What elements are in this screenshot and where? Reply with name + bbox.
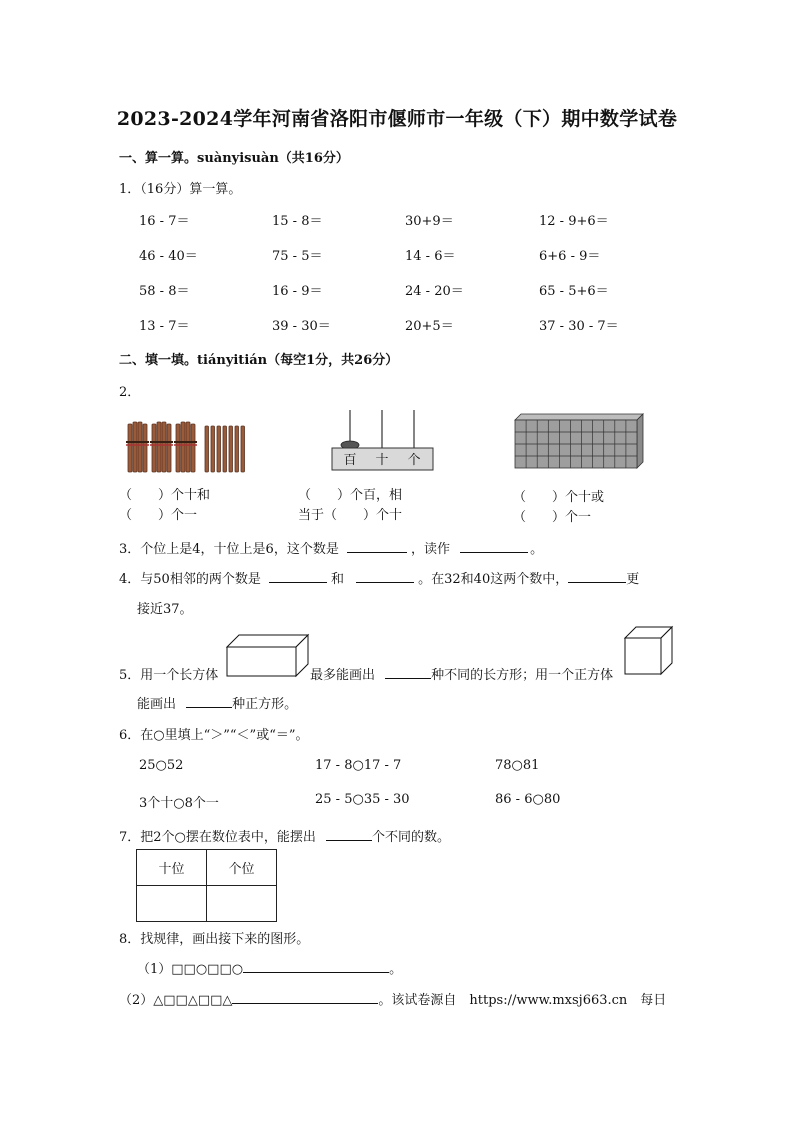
header-ones: 个位 <box>207 850 277 886</box>
q2-label: 2． <box>119 385 141 400</box>
abacus-label-tens: 十 <box>375 453 389 468</box>
q5-line1 <box>119 664 218 683</box>
q5-text-mid: 最多能画出 <box>310 668 376 683</box>
calc-item: 58 - 8＝ <box>139 284 190 299</box>
q4-blank-3[interactable] <box>568 569 626 583</box>
cuboid-icon <box>226 634 310 678</box>
page-title: 2023-2024学年河南省洛阳市偃师市一年级（下）期中数学试卷 <box>116 108 678 130</box>
q2-b-line1: （ ）个百，相 <box>298 488 403 503</box>
calc-item: 37 - 30 - 7＝ <box>539 319 619 334</box>
q7-blank[interactable] <box>326 827 372 841</box>
q4-text-mid: 。在32和40这两个数中， <box>418 572 569 587</box>
q1-label: 1．（16分）算一算。 <box>119 182 242 197</box>
q5-line2 <box>137 693 297 712</box>
calc-item: 6+6 - 9＝ <box>539 249 601 264</box>
calc-item: 65 - 5+6＝ <box>539 284 609 299</box>
abacus-label-hundreds: 百 <box>343 453 357 468</box>
q8-pattern-1-text: （1）□□○□□○ <box>137 962 244 977</box>
calc-item: 24 - 20＝ <box>405 284 464 299</box>
q8-pattern-1-blank[interactable] <box>243 959 389 973</box>
q5-line1-rest <box>310 664 613 683</box>
calc-item: 20+5＝ <box>405 319 454 334</box>
q4-text-and: 和 <box>330 572 344 587</box>
q2-c-line2: （ ）个一 <box>513 510 592 525</box>
q5-text-line2b: 种正方形。 <box>232 697 298 712</box>
compare-item: 25 - 5○35 - 30 <box>315 792 410 807</box>
section-1-heading: 一、算一算。suànyisuàn（共16分） <box>119 151 349 166</box>
compare-item: 25○52 <box>139 758 184 773</box>
q4-line1 <box>119 568 639 587</box>
calc-item: 16 - 9＝ <box>272 284 323 299</box>
q8-label: 8．找规律，画出接下来的图形。 <box>119 932 310 947</box>
q8-pattern-2 <box>119 989 666 1008</box>
q8-pattern-2-text: （2）△□□△□□△ <box>119 993 233 1008</box>
section-2-heading: 二、填一填。tiányitián（每空1分，共26分） <box>119 353 399 368</box>
q5-text-mid2: 种不同的长方形；用一个正方体 <box>431 668 614 683</box>
q3-answer-blank[interactable] <box>347 539 407 553</box>
cube-block-figure <box>515 414 645 472</box>
q7-text-pre: 7．把2个○摆在数位表中，能摆出 <box>119 830 316 845</box>
q2-c-line1: （ ）个十或 <box>513 490 605 505</box>
stick-bundles-figure <box>125 420 250 475</box>
q7-line <box>119 826 450 845</box>
q5-text-line2a: 能画出 <box>137 697 177 712</box>
q8-pattern-2-blank[interactable] <box>232 990 378 1004</box>
compare-item: 17 - 8○17 - 7 <box>315 758 402 773</box>
q4-text-pre: 4．与50相邻的两个数是 <box>119 572 261 587</box>
calc-item: 14 - 6＝ <box>405 249 456 264</box>
calc-item: 13 - 7＝ <box>139 319 190 334</box>
q8-pattern-1 <box>137 958 402 977</box>
header-tens: 十位 <box>137 850 207 886</box>
compare-item: 86 - 6○80 <box>495 792 561 807</box>
q5-blank-2[interactable] <box>186 694 232 708</box>
q4-line2: 接近37。 <box>137 602 193 617</box>
place-value-table <box>136 849 277 922</box>
q4-blank-1[interactable] <box>269 569 327 583</box>
calc-item: 12 - 9+6＝ <box>539 214 609 229</box>
q8-pattern-1-end: 。 <box>389 962 403 977</box>
cube-icon <box>624 626 674 676</box>
compare-item: 3个十○8个一 <box>139 796 219 811</box>
calc-item: 75 - 5＝ <box>272 249 323 264</box>
q5-blank-1[interactable] <box>385 665 431 679</box>
calc-item: 15 - 8＝ <box>272 214 323 229</box>
q3-text-end: 。 <box>530 542 544 557</box>
calc-item: 46 - 40＝ <box>139 249 198 264</box>
abacus-label-ones: 个 <box>407 453 421 468</box>
q3-text-mid: ，读作 <box>410 542 450 557</box>
cell-ones[interactable] <box>207 886 277 922</box>
q3-reading-blank[interactable] <box>460 539 528 553</box>
q2-a-line2: （ ）个一 <box>119 508 198 523</box>
q7-text-end: 个不同的数。 <box>372 830 451 845</box>
calc-item: 39 - 30＝ <box>272 319 331 334</box>
cell-tens[interactable] <box>137 886 207 922</box>
q2-a-line1: （ ）个十和 <box>119 488 211 503</box>
calc-item: 30+9＝ <box>405 214 454 229</box>
compare-item: 78○81 <box>495 758 540 773</box>
calc-item: 16 - 7＝ <box>139 214 190 229</box>
q8-pattern-2-end: 。该试卷源自 https://www.mxsj663.cn 每日 <box>378 993 667 1008</box>
q3-line <box>119 538 543 557</box>
q2-b-line2: 当于（ ）个十 <box>298 508 403 523</box>
abacus-figure <box>330 408 435 473</box>
q4-text-end: 更 <box>626 572 640 587</box>
q6-label: 6．在○里填上“＞”“＜”或“＝”。 <box>119 728 309 743</box>
q4-blank-2[interactable] <box>356 569 414 583</box>
q3-text-pre: 3．个位上是4，十位上是6，这个数是 <box>119 542 339 557</box>
q5-text-pre: 5．用一个长方体 <box>119 668 219 683</box>
